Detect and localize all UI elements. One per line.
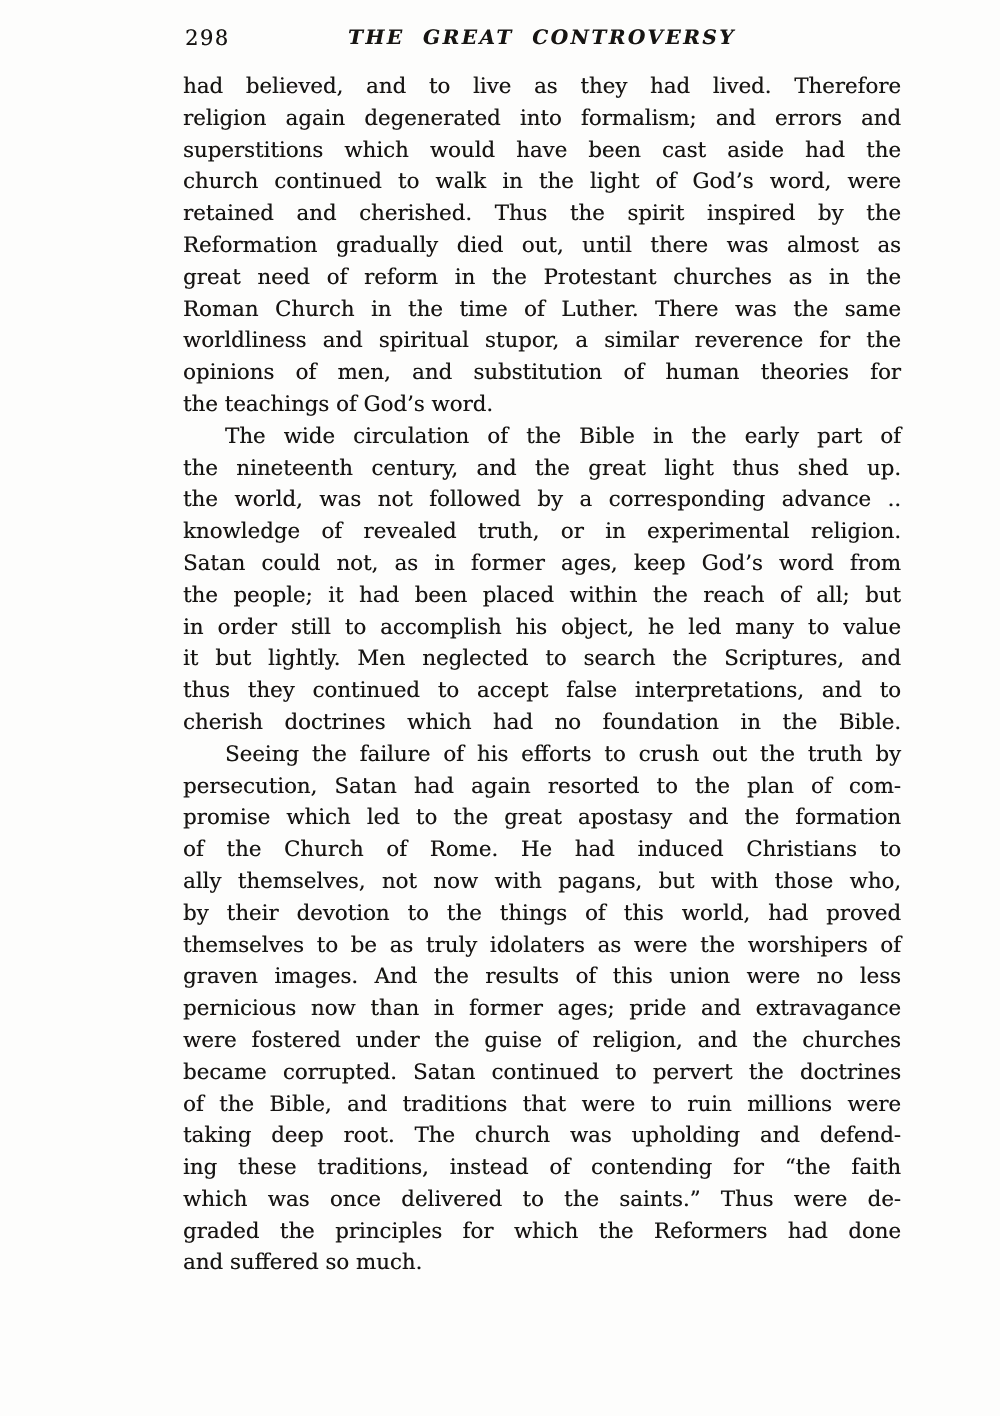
text-line: ing these traditions, instead of contending for “the faith — [183, 1155, 901, 1181]
text-line: became corrupted. Satan continued to pervert the doctrines — [183, 1059, 901, 1085]
text-line: Reformation gradually died out, until there was almost as — [183, 232, 901, 258]
text-line: it but lightly. Men neglected to search the Scriptures, and — [183, 646, 901, 672]
text-line: were fostered under the guise of religion, and the churches — [183, 1027, 901, 1053]
text-line: church continued to walk in the light of God’s word, were — [183, 169, 901, 195]
text-line: ally themselves, not now with pagans, but with those who, — [183, 868, 901, 894]
running-title: THE GREAT CONTROVERSY — [348, 25, 736, 49]
text-line: the people; it had been placed within the reach of all; but — [183, 582, 901, 608]
text-line: graded the principles for which the Reformers had done — [183, 1218, 901, 1244]
text-line: the nineteenth century, and the great light thus shed up. — [183, 455, 901, 481]
paragraph — [183, 739, 901, 1280]
text-line: of the Bible, and traditions that were to ruin millions were — [183, 1091, 901, 1117]
text-line: knowledge of revealed truth, or in experimental religion. — [183, 519, 901, 545]
text-line: the world, was not followed by a corresponding advance .. — [183, 487, 901, 513]
page-body — [183, 71, 901, 1279]
text-line: retained and cherished. Thus the spirit inspired by the — [183, 201, 901, 227]
text-line: great need of reform in the Protestant churches as in the — [183, 264, 901, 290]
text-line: themselves to be as truly idolaters as were the worshipers of — [183, 932, 901, 958]
text-line: by their devotion to the things of this world, had proved — [183, 900, 901, 926]
text-line: of the Church of Rome. He had induced Christians to — [183, 837, 901, 863]
page-header — [183, 24, 901, 54]
text-line: which was once delivered to the saints.” Thus were de- — [183, 1186, 901, 1212]
text-line: religion again degenerated into formalism; and errors and — [183, 105, 901, 131]
text-line: Satan could not, as in former ages, keep God’s word from — [183, 550, 901, 576]
text-line: pernicious now than in former ages; pride and extravagance — [183, 996, 901, 1022]
text-line: Roman Church in the time of Luther. There was the same — [183, 296, 901, 322]
text-line: promise which led to the great apostasy and the formation — [183, 805, 901, 831]
paragraph — [183, 71, 901, 421]
text-line: superstitions which would have been cast aside had the — [183, 137, 901, 163]
text-line: graven images. And the results of this union were no less — [183, 964, 901, 990]
text-line: persecution, Satan had again resorted to the plan of com- — [183, 773, 901, 799]
text-line: opinions of men, and substitution of human theories for — [183, 360, 901, 386]
text-line: Seeing the failure of his efforts to crush out the truth by — [225, 741, 901, 767]
text-line: The wide circulation of the Bible in the early part of — [225, 423, 901, 449]
text-line: the teachings of God’s word. — [183, 391, 494, 417]
paragraph — [183, 421, 901, 739]
text-line: taking deep root. The church was upholding and defend- — [183, 1123, 901, 1149]
text-line: and suffered so much. — [183, 1250, 423, 1276]
text-line: cherish doctrines which had no foundation in the Bible. — [183, 709, 901, 735]
text-line: thus they continued to accept false interpretations, and to — [183, 678, 901, 704]
text-line: had believed, and to live as they had lived. Therefore — [183, 74, 901, 99]
page-number: 298 — [185, 26, 230, 50]
text-line: in order still to accomplish his object, he led many to value — [183, 614, 901, 640]
text-line: worldliness and spiritual stupor, a similar reverence for the — [183, 328, 901, 354]
